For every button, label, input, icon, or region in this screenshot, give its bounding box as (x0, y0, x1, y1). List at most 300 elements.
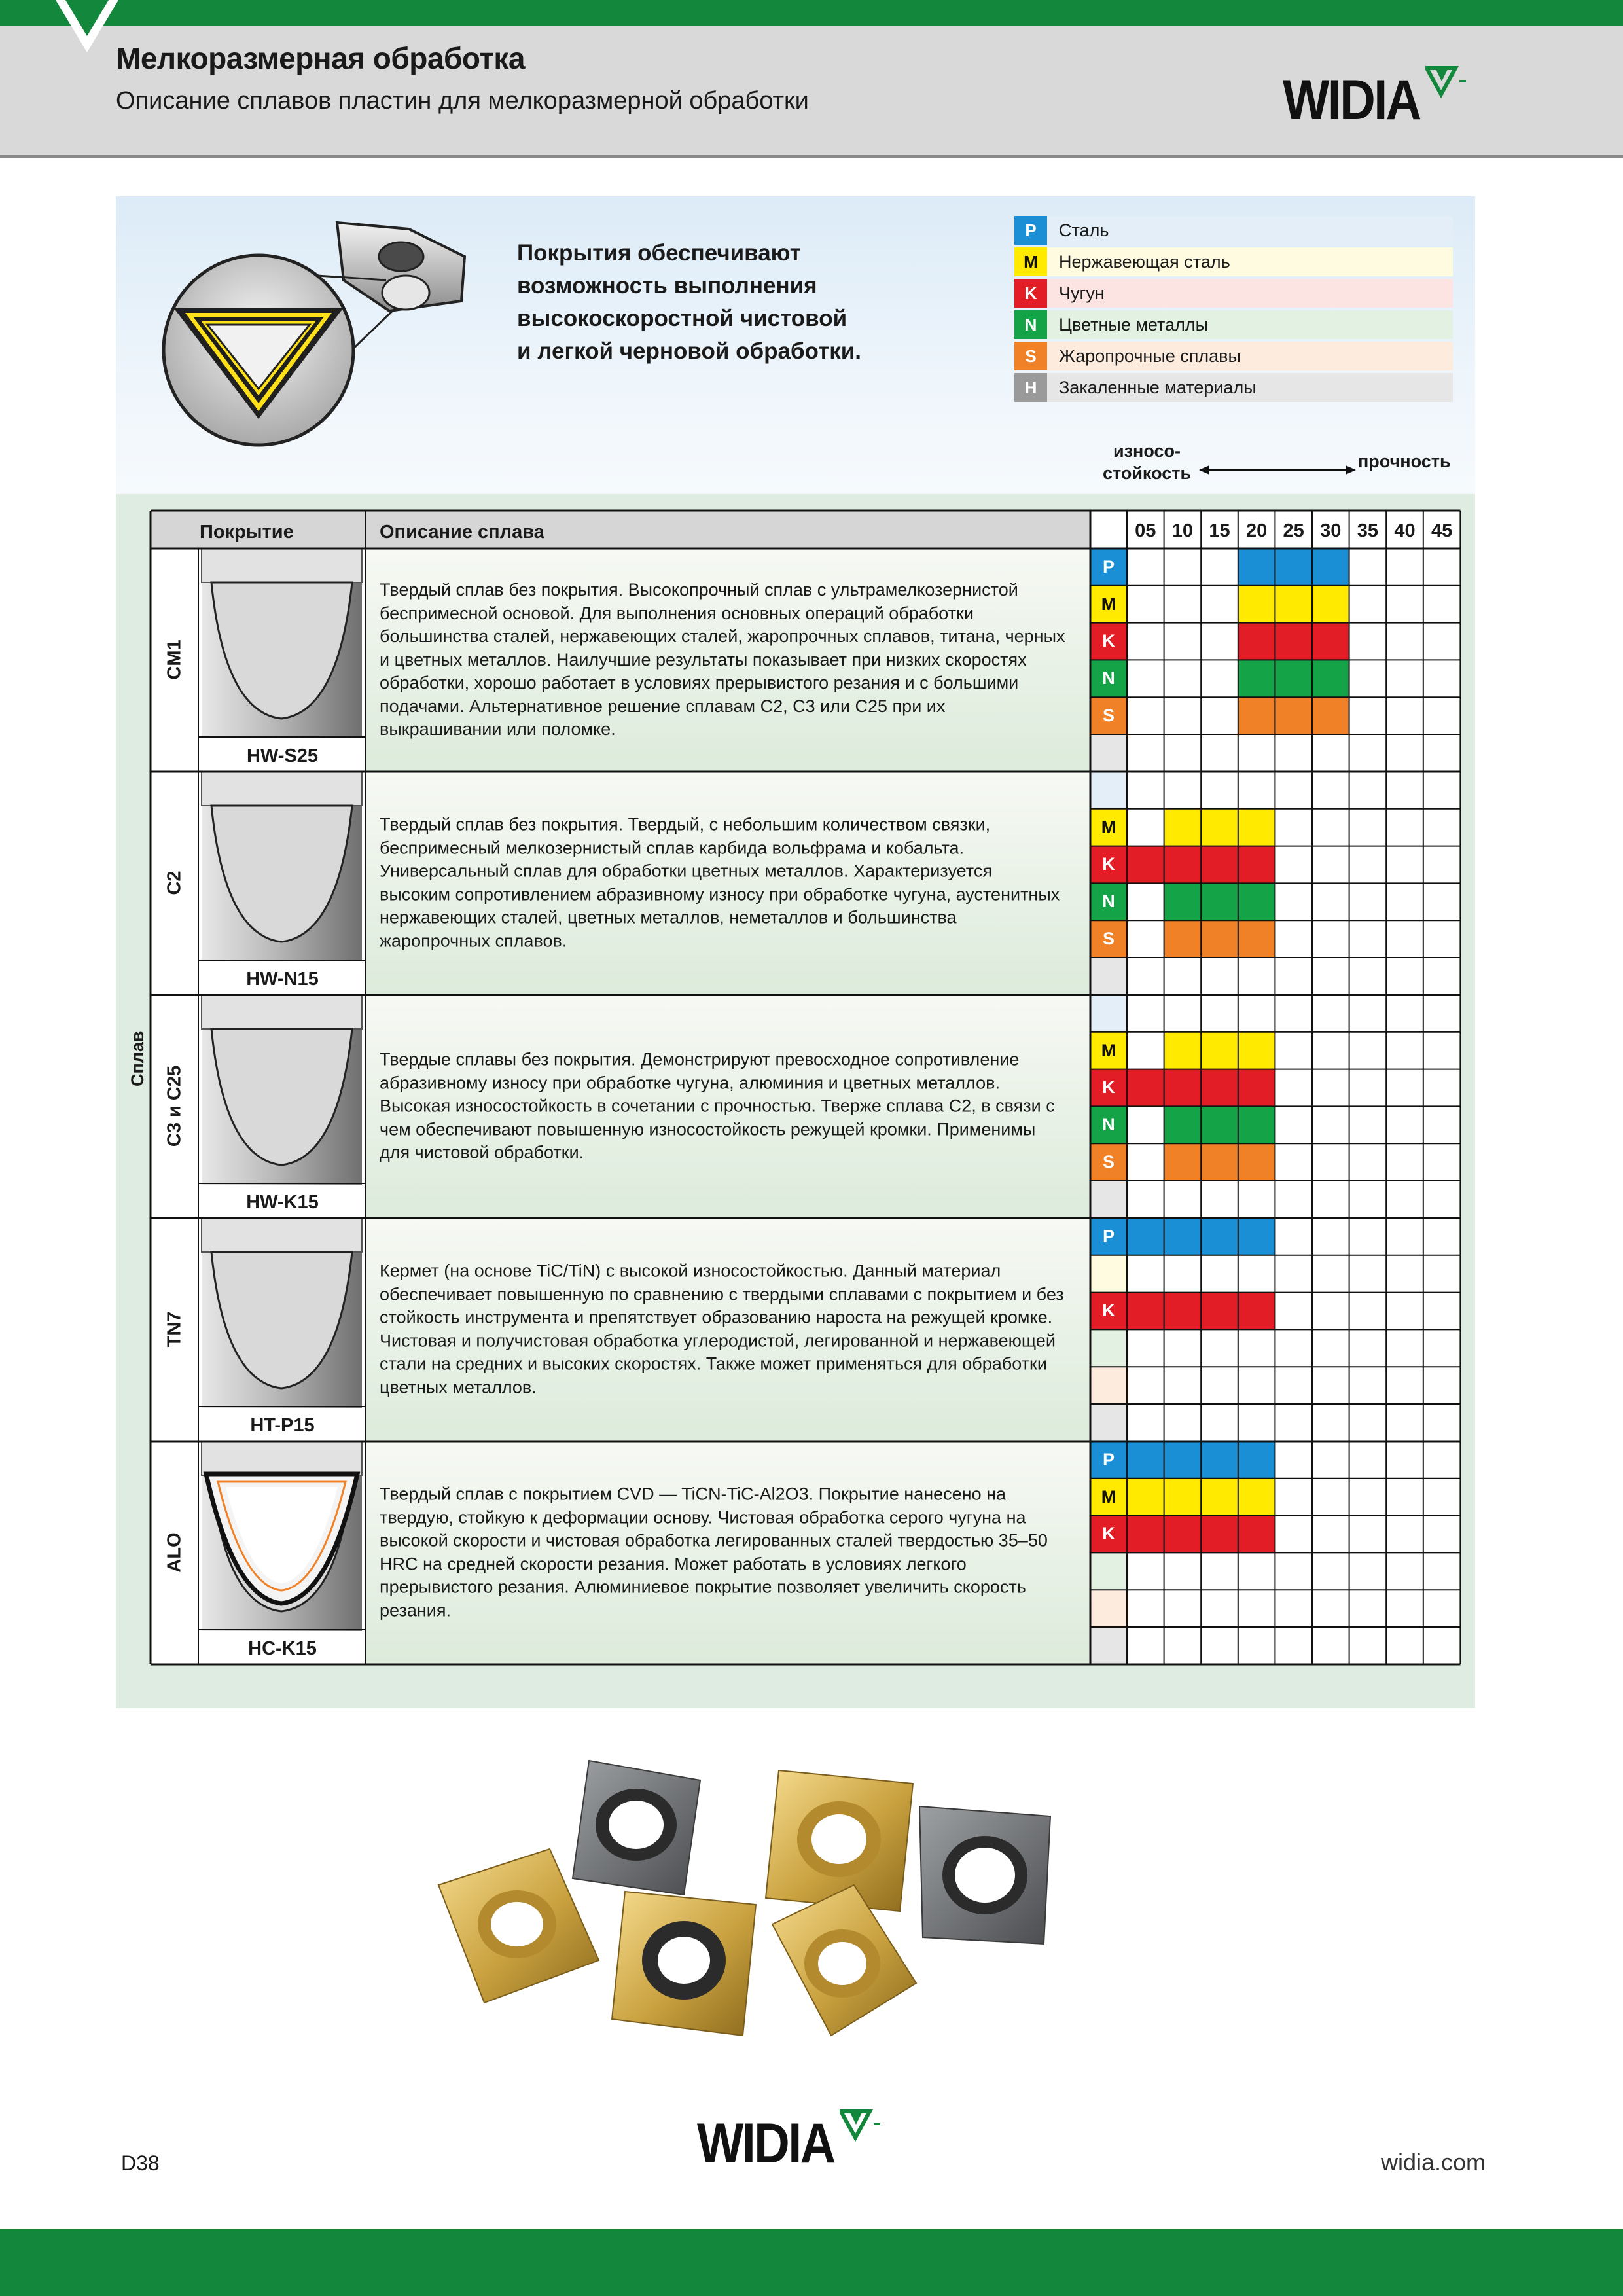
grid-empty-cell (1349, 1404, 1387, 1441)
grid-empty-cell (1386, 883, 1423, 920)
grade-class-header: 35 (1349, 511, 1387, 548)
grid-empty-cell (1349, 660, 1387, 697)
grid-empty-cell (1127, 623, 1164, 660)
material-code-cell: M (1090, 809, 1127, 846)
grid-empty-cell (1386, 1293, 1423, 1330)
grid-empty-cell (1423, 660, 1461, 697)
application-range-cell (1164, 846, 1202, 884)
grid-empty-cell (1201, 548, 1238, 586)
grid-empty-cell (1164, 1329, 1202, 1367)
grid-empty-cell (1275, 1590, 1312, 1627)
grid-empty-cell (1275, 1106, 1312, 1143)
grid-empty-cell (1275, 1441, 1312, 1479)
grid-empty-cell (1386, 1441, 1423, 1479)
edge-profile-cell (198, 548, 365, 771)
edge-profile-icon (198, 1218, 365, 1408)
grid-empty-cell (1423, 809, 1461, 846)
grid-empty-cell (1275, 1032, 1312, 1069)
material-code-cell (1090, 772, 1127, 809)
page-subtitle: Описание сплавов пластин для мелкоразмерной обработки (116, 87, 809, 115)
grid-empty-cell (1312, 1627, 1349, 1664)
application-range-cell (1127, 1516, 1164, 1553)
application-range-cell (1201, 1218, 1238, 1255)
material-code-cell (1090, 734, 1127, 772)
legend-label: Закаленные материалы (1059, 378, 1257, 397)
grade-class-header: 05 (1127, 511, 1164, 548)
grid-empty-cell (1423, 1627, 1461, 1664)
application-range-cell (1238, 697, 1275, 734)
grid-empty-cell (1349, 623, 1387, 660)
application-range-cell (1164, 1441, 1202, 1479)
wear-label-line: износо- (1113, 441, 1181, 461)
grid-empty-cell (1275, 1218, 1312, 1255)
grid-empty-cell (1386, 623, 1423, 660)
alloy-name-cell (151, 772, 198, 994)
grid-empty-cell (1423, 772, 1461, 809)
grid-empty-cell (1423, 883, 1461, 920)
grid-empty-cell (1423, 1218, 1461, 1255)
coating-note-line: и легкой черновой обработки. (517, 338, 861, 364)
grid-empty-cell (1312, 995, 1349, 1032)
grid-empty-cell (1127, 1143, 1164, 1181)
grid-empty-cell (1127, 1367, 1164, 1404)
application-range-cell (1238, 846, 1275, 884)
grid-empty-cell (1386, 1404, 1423, 1441)
application-range-cell (1164, 1032, 1202, 1069)
grid-empty-cell (1312, 772, 1349, 809)
grid-empty-cell (1127, 1627, 1164, 1664)
grid-empty-cell (1127, 734, 1164, 772)
grid-empty-cell (1423, 1143, 1461, 1181)
application-range-cell (1238, 1143, 1275, 1181)
col-header-description: Описание сплава (380, 522, 544, 543)
grid-empty-cell (1275, 1479, 1312, 1516)
grid-empty-cell (1238, 772, 1275, 809)
alloy-name: TN7 (164, 1311, 185, 1348)
grade-code: HW-K15 (203, 1185, 362, 1217)
grid-empty-cell (1386, 846, 1423, 884)
inserts-photo (425, 1748, 1080, 2062)
grid-empty-cell (1201, 772, 1238, 809)
grade-class-header: 45 (1423, 511, 1461, 548)
material-code-cell: K (1090, 846, 1127, 884)
material-code-cell (1090, 1329, 1127, 1367)
grid-empty-cell (1349, 1218, 1387, 1255)
website-link[interactable]: widia.com (1381, 2149, 1486, 2176)
legend-label: Цветные металлы (1059, 315, 1209, 334)
grid-empty-cell (1312, 1032, 1349, 1069)
application-range-cell (1312, 697, 1349, 734)
legend-label: Чугун (1059, 283, 1105, 303)
grid-empty-cell (1312, 1367, 1349, 1404)
application-range-cell (1238, 920, 1275, 958)
legend-code: N (1014, 310, 1047, 339)
grid-empty-cell (1164, 697, 1202, 734)
application-range-cell (1238, 1516, 1275, 1553)
grid-empty-cell (1386, 995, 1423, 1032)
grid-empty-cell (1349, 1479, 1387, 1516)
legend-label: Нержавеющая сталь (1059, 252, 1230, 272)
application-range-cell (1164, 883, 1202, 920)
alloy-description-cell (365, 548, 1093, 771)
material-code-cell: K (1090, 1293, 1127, 1330)
grid-empty-cell (1312, 958, 1349, 995)
application-range-cell (1238, 809, 1275, 846)
grid-empty-cell (1201, 1627, 1238, 1664)
grid-empty-cell (1423, 623, 1461, 660)
bottom-green-bar (0, 2229, 1623, 2296)
legend-label: Жаропрочные сплавы (1059, 346, 1241, 366)
alloy-row (151, 1218, 1093, 1441)
grid-empty-cell (1164, 586, 1202, 623)
grid-empty-cell (1386, 734, 1423, 772)
grid-empty-cell (1312, 1106, 1349, 1143)
material-code-cell (1090, 995, 1127, 1032)
application-range-cell (1127, 1479, 1164, 1516)
material-code-cell: N (1090, 883, 1127, 920)
material-code-cell: N (1090, 1106, 1127, 1143)
edge-profile-icon (198, 995, 365, 1185)
grid-empty-cell (1127, 697, 1164, 734)
material-code-cell: P (1090, 1441, 1127, 1479)
grid-empty-cell (1238, 1329, 1275, 1367)
application-range-cell (1201, 1106, 1238, 1143)
logo-wordmark: WIDIA (1283, 69, 1420, 132)
application-range-cell (1201, 1441, 1238, 1479)
grid-empty-cell (1423, 1069, 1461, 1107)
grid-empty-cell (1349, 1293, 1387, 1330)
grid-empty-cell (1312, 1255, 1349, 1293)
grid-empty-cell (1201, 660, 1238, 697)
application-range-cell (1238, 883, 1275, 920)
legend-band (1047, 279, 1453, 308)
application-range-cell (1238, 1106, 1275, 1143)
wear-resistance-label (1099, 440, 1194, 484)
grid-empty-cell (1127, 1329, 1164, 1367)
application-range-cell (1275, 660, 1312, 697)
grid-empty-cell (1349, 697, 1387, 734)
grid-empty-cell (1201, 1255, 1238, 1293)
legend-item (1014, 247, 1453, 276)
alloy-name-cell (151, 1441, 198, 1664)
grid-header-blank (1090, 511, 1127, 548)
grid-empty-cell (1164, 1255, 1202, 1293)
grade-class-header: 40 (1386, 511, 1423, 548)
grid-empty-cell (1275, 1367, 1312, 1404)
application-range-cell (1201, 846, 1238, 884)
grid-empty-cell (1349, 1106, 1387, 1143)
application-range-cell (1312, 623, 1349, 660)
grid-empty-cell (1275, 1329, 1312, 1367)
alloy-name: ALO (164, 1532, 185, 1573)
grid-empty-cell (1349, 1441, 1387, 1479)
application-range-cell (1164, 1479, 1202, 1516)
material-code-cell (1090, 1590, 1127, 1627)
grid-empty-cell (1164, 772, 1202, 809)
grid-empty-cell (1349, 846, 1387, 884)
grid-empty-cell (1349, 995, 1387, 1032)
edge-profile-cell (198, 772, 365, 994)
grid-empty-cell (1127, 548, 1164, 586)
grid-empty-cell (1201, 1367, 1238, 1404)
grid-empty-cell (1349, 772, 1387, 809)
application-range-cell (1275, 623, 1312, 660)
material-code-cell: P (1090, 548, 1127, 586)
grid-empty-cell (1349, 1552, 1387, 1590)
grid-empty-cell (1386, 660, 1423, 697)
scale-arrow-icon (1199, 462, 1356, 478)
legend-item (1014, 310, 1453, 339)
grid-empty-cell (1312, 1516, 1349, 1553)
grid-empty-cell (1127, 995, 1164, 1032)
material-code-cell: S (1090, 697, 1127, 734)
material-code-cell (1090, 958, 1127, 995)
legend-item (1014, 279, 1453, 308)
grid-empty-cell (1275, 920, 1312, 958)
application-range-cell (1164, 1516, 1202, 1553)
application-range-cell (1164, 809, 1202, 846)
grid-empty-cell (1349, 1627, 1387, 1664)
grid-empty-cell (1238, 1404, 1275, 1441)
grid-empty-cell (1201, 958, 1238, 995)
grid-empty-cell (1386, 1516, 1423, 1553)
insert-edge-illustration (134, 203, 488, 452)
application-range-cell (1127, 1218, 1164, 1255)
legend-item (1014, 216, 1453, 245)
grid-empty-cell (1423, 958, 1461, 995)
grid-empty-cell (1423, 995, 1461, 1032)
material-code-cell (1090, 1404, 1127, 1441)
grid-empty-cell (1349, 958, 1387, 995)
grid-empty-cell (1349, 920, 1387, 958)
alloy-name: C3 и C25 (164, 1065, 185, 1147)
grid-empty-cell (1349, 883, 1387, 920)
grid-empty-cell (1127, 1590, 1164, 1627)
legend-item (1014, 373, 1453, 402)
grid-empty-cell (1423, 1516, 1461, 1553)
material-code-cell: M (1090, 1032, 1127, 1069)
application-range-cell (1201, 1069, 1238, 1107)
alloy-row (151, 548, 1093, 771)
grid-empty-cell (1349, 1590, 1387, 1627)
application-range-cell (1201, 1293, 1238, 1330)
coating-note-line: возможность выполнения (517, 273, 817, 298)
grid-empty-cell (1127, 1255, 1164, 1293)
grid-empty-cell (1164, 660, 1202, 697)
grid-empty-cell (1349, 1516, 1387, 1553)
grid-empty-cell (1127, 1181, 1164, 1218)
alloy-description: Твердый сплав без покрытия. Высокопрочный сплав с ультрамелкозернистой беспримесной основой. Для выполнения основных операций обработки большинства сталей, нержавеющих сталей, жаропрочных сплавов, титана, черных и цветных металлов. Наилучшие результаты показывает при низких скоростях обработки, хорошо работает в условиях прерывистого резания и с большими подачами. Альтернативное решение сплавам C2, C3 или C25 при их выкрашивании или поломке. (380, 579, 1065, 739)
alloy-name: CM1 (164, 639, 185, 680)
legend-code: P (1014, 216, 1047, 245)
alloy-name-cell (151, 548, 198, 771)
alloy-description: Твердые сплавы без покрытия. Демонстрируют превосходное сопротивление абразивному износу при обработке чугуна, алюминия и цветных металлов. Высокая износостойкость в сочетании с прочностью. Тверже сплава C2, в связи с чем обеспечивают повышенную износостойкость режущей кромки. Применимы для чистовой обработки. (380, 1049, 1055, 1162)
grid-empty-cell (1349, 734, 1387, 772)
grid-empty-cell (1275, 883, 1312, 920)
legend-item (1014, 342, 1453, 370)
grid-empty-cell (1423, 1106, 1461, 1143)
alloy-description-cell (365, 1441, 1093, 1664)
grade-class-header: 20 (1238, 511, 1275, 548)
grid-empty-cell (1275, 809, 1312, 846)
grid-empty-cell (1349, 1143, 1387, 1181)
grid-empty-cell (1164, 1367, 1202, 1404)
grid-empty-cell (1275, 1255, 1312, 1293)
grid-empty-cell (1312, 1404, 1349, 1441)
grid-empty-cell (1423, 548, 1461, 586)
footer-logo (697, 2114, 893, 2173)
grid-empty-cell (1386, 1032, 1423, 1069)
logo-triangles-icon (1425, 65, 1478, 105)
grid-empty-cell (1238, 1255, 1275, 1293)
logo-wordmark: WIDIA (697, 2112, 834, 2175)
application-range-cell (1238, 1479, 1275, 1516)
grid-empty-cell (1423, 1181, 1461, 1218)
material-code-cell: S (1090, 920, 1127, 958)
material-code-cell: K (1090, 1069, 1127, 1107)
grid-empty-cell (1423, 1479, 1461, 1516)
grid-empty-cell (1423, 1032, 1461, 1069)
grid-empty-cell (1312, 920, 1349, 958)
grid-empty-cell (1275, 772, 1312, 809)
grid-empty-cell (1164, 1404, 1202, 1441)
grid-empty-cell (1201, 995, 1238, 1032)
alloy-name-cell (151, 1218, 198, 1441)
application-range-cell (1201, 1516, 1238, 1553)
edge-profile-icon (198, 772, 365, 961)
grid-empty-cell (1164, 734, 1202, 772)
grid-empty-cell (1238, 734, 1275, 772)
grid-empty-cell (1201, 1590, 1238, 1627)
application-range-cell (1238, 586, 1275, 623)
grid-empty-cell (1127, 809, 1164, 846)
grade-class-header: 25 (1275, 511, 1312, 548)
grid-empty-cell (1386, 1181, 1423, 1218)
grid-empty-cell (1201, 586, 1238, 623)
application-range-cell (1201, 1143, 1238, 1181)
application-range-cell (1275, 548, 1312, 586)
grid-empty-cell (1164, 1590, 1202, 1627)
grid-empty-cell (1386, 1552, 1423, 1590)
grid-empty-cell (1423, 1329, 1461, 1367)
grid-empty-cell (1312, 883, 1349, 920)
alloy-description: Твердый сплав с покрытием CVD — TiCN-TiC-Al2O3. Покрытие нанесено на твердую, стойкую к деформации основу. Чистовая обработка серого чугуна на высокой скорости и чистовая обработка легированных сталей твердостью 35–50 HRC на средней скорости резания. Может работать в условиях легкого прерывистого резания. Алюминиевое покрытие позволяет увеличить скорость резания. (380, 1484, 1048, 1620)
edge-profile-icon (198, 548, 365, 738)
application-range-cell (1312, 548, 1349, 586)
application-range-cell (1238, 623, 1275, 660)
grid-empty-cell (1275, 1181, 1312, 1218)
grid-empty-cell (1386, 1627, 1423, 1664)
logo-triangles-icon (840, 2109, 892, 2148)
application-range-cell (1238, 1069, 1275, 1107)
grid-empty-cell (1201, 623, 1238, 660)
grid-empty-cell (1423, 1404, 1461, 1441)
application-range-cell (1164, 1106, 1202, 1143)
grid-empty-cell (1423, 1255, 1461, 1293)
grid-empty-cell (1201, 697, 1238, 734)
application-range-cell (1201, 920, 1238, 958)
grid-empty-cell (1386, 1590, 1423, 1627)
application-range-cell (1275, 697, 1312, 734)
grid-empty-cell (1312, 1441, 1349, 1479)
application-range-cell (1164, 920, 1202, 958)
grid-empty-cell (1164, 995, 1202, 1032)
grid-empty-cell (1386, 809, 1423, 846)
application-range-cell (1238, 1441, 1275, 1479)
grid-empty-cell (1386, 1367, 1423, 1404)
grade-class-header: 30 (1312, 511, 1349, 548)
grid-empty-cell (1386, 1218, 1423, 1255)
grid-empty-cell (1386, 920, 1423, 958)
application-range-cell (1164, 1218, 1202, 1255)
application-range-cell (1127, 1441, 1164, 1479)
grid-empty-cell (1349, 1069, 1387, 1107)
grid-empty-cell (1386, 1329, 1423, 1367)
material-code-cell (1090, 1255, 1127, 1293)
application-range-cell (1164, 1143, 1202, 1181)
grid-empty-cell (1164, 1552, 1202, 1590)
grid-empty-cell (1312, 1329, 1349, 1367)
application-range-cell (1201, 1479, 1238, 1516)
application-range-cell (1201, 809, 1238, 846)
grade-class-header: 15 (1201, 511, 1238, 548)
alloy-row (151, 1441, 1093, 1664)
grid-empty-cell (1349, 586, 1387, 623)
application-range-cell (1127, 1293, 1164, 1330)
alloy-description: Твердый сплав без покрытия. Твердый, с небольшим количеством связки, беспримесный мелкозернистый сплав карбида вольфрама и кобальта. Универсальный сплав для обработки цветных металлов. Характеризуется высоким сопротивлением абразивному износу при обработке чугуна, аустенитных нержавеющих сталей, цветных металлов, неметаллов и большинства жаропрочных сплавов. (380, 814, 1060, 950)
grid-empty-cell (1127, 772, 1164, 809)
grid-empty-cell (1201, 1329, 1238, 1367)
grid-empty-cell (1312, 1143, 1349, 1181)
grid-empty-cell (1312, 1590, 1349, 1627)
grid-empty-cell (1349, 1367, 1387, 1404)
alloy-row (151, 995, 1093, 1217)
grid-empty-cell (1164, 958, 1202, 995)
alloy-row (151, 772, 1093, 994)
header-divider (0, 155, 1623, 158)
grade-class-header: 10 (1164, 511, 1202, 548)
edge-profile-cell (198, 1441, 365, 1664)
grade-code: HW-N15 (203, 961, 362, 994)
grid-empty-cell (1275, 958, 1312, 995)
application-range-cell (1238, 1032, 1275, 1069)
application-range-cell (1238, 660, 1275, 697)
grid-empty-cell (1423, 697, 1461, 734)
material-code-cell (1090, 1367, 1127, 1404)
material-code-cell: N (1090, 660, 1127, 697)
page-number: D38 (121, 2151, 160, 2175)
grid-empty-cell (1312, 846, 1349, 884)
application-range-cell (1164, 1069, 1202, 1107)
application-range-cell (1312, 586, 1349, 623)
material-code-cell (1090, 1552, 1127, 1590)
material-code-cell: K (1090, 1516, 1127, 1553)
grid-empty-cell (1201, 1404, 1238, 1441)
grid-empty-cell (1386, 772, 1423, 809)
grid-empty-cell (1386, 1106, 1423, 1143)
application-range-cell (1238, 1218, 1275, 1255)
grid-empty-cell (1275, 1516, 1312, 1553)
grid-empty-cell (1238, 1181, 1275, 1218)
grid-empty-cell (1423, 1552, 1461, 1590)
material-code-cell: S (1090, 1143, 1127, 1181)
grid-empty-cell (1127, 586, 1164, 623)
grid-empty-cell (1386, 697, 1423, 734)
grid-empty-cell (1386, 1255, 1423, 1293)
edge-profile-icon (198, 1441, 365, 1631)
grid-empty-cell (1386, 1143, 1423, 1181)
grid-empty-cell (1349, 1255, 1387, 1293)
